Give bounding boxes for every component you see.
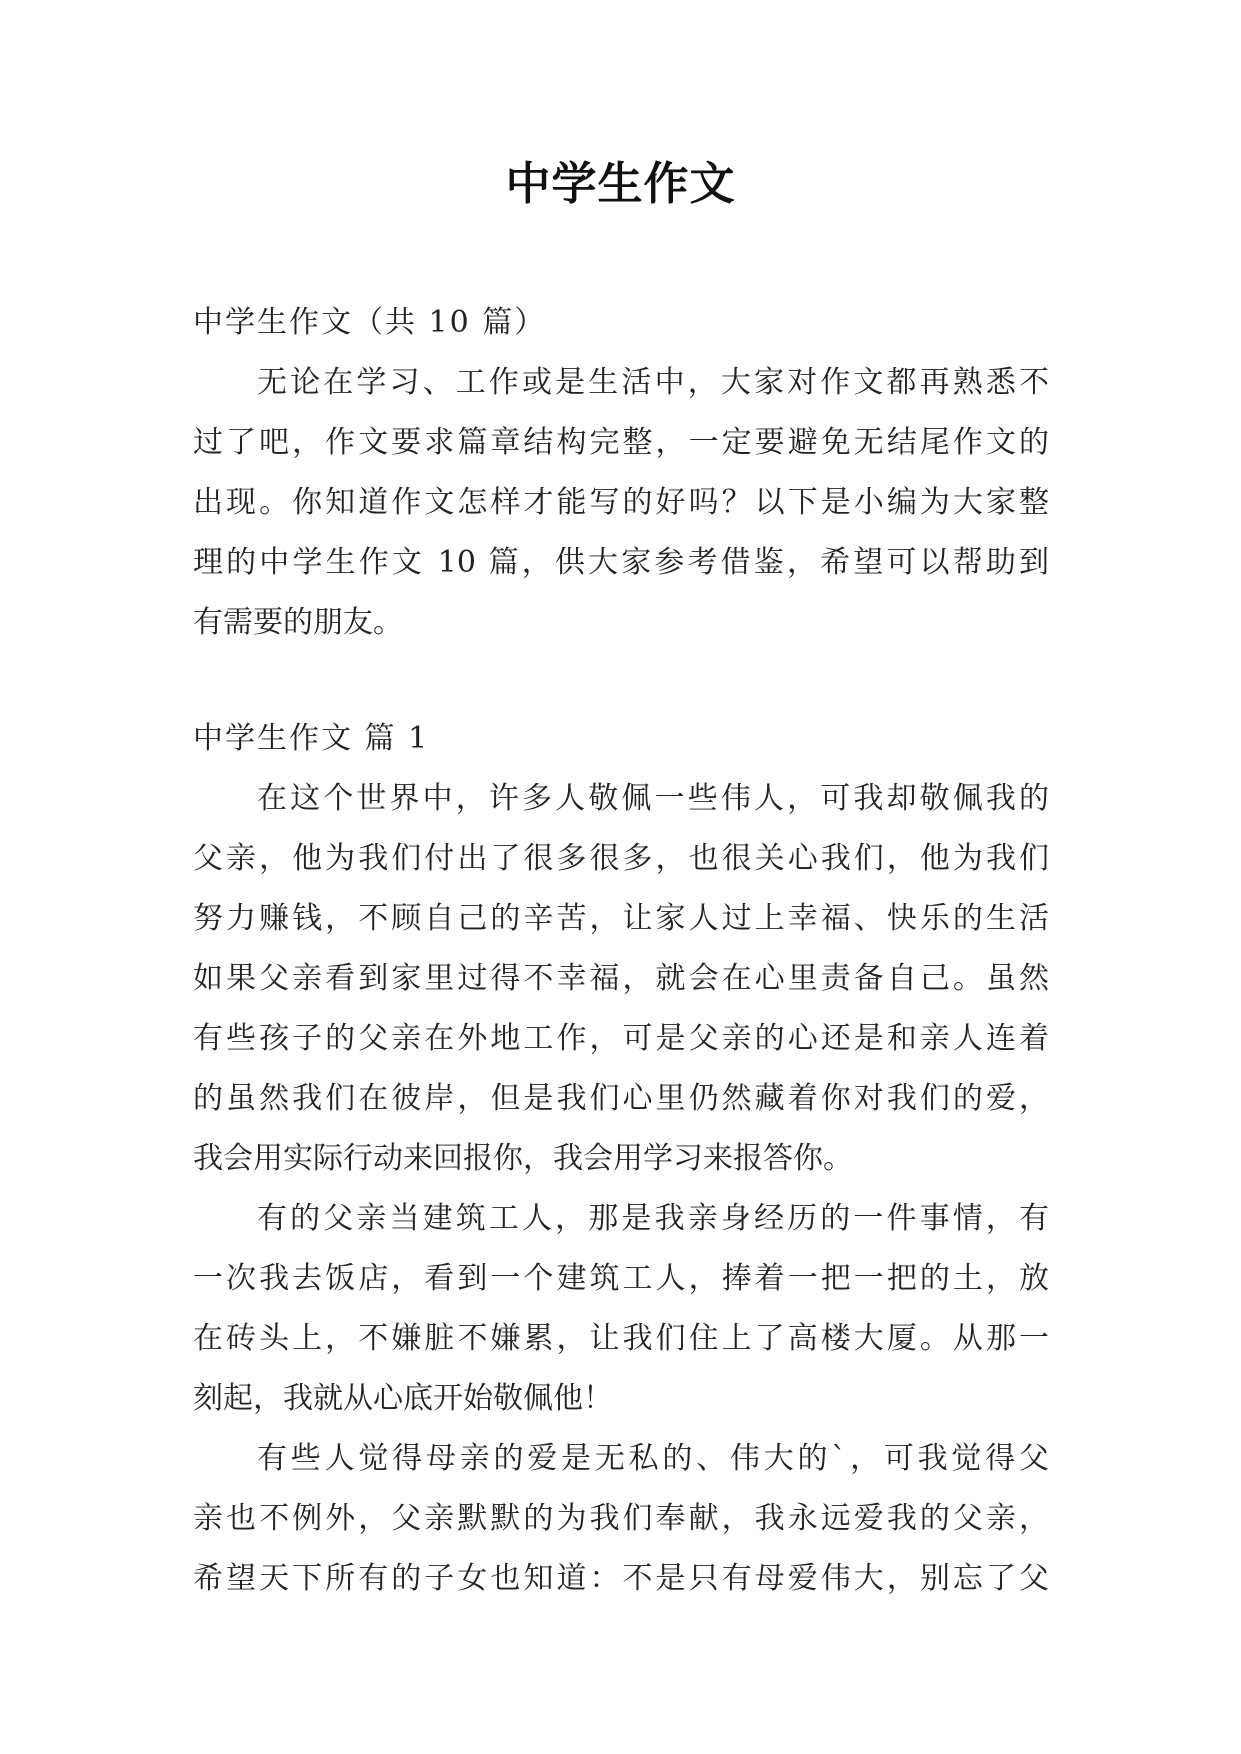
paragraph-line: 父亲，他为我们付出了很多很多，也很关心我们，他为我们 xyxy=(193,841,1049,876)
document-body xyxy=(193,293,1049,1609)
paragraph-line: 在这个世界中，许多人敬佩一些伟人，可我却敬佩我的 xyxy=(257,781,1049,816)
section-heading: 中学生作文 篇 1 xyxy=(193,721,430,756)
paragraph-line: 出现。你知道作文怎样才能写的好吗？以下是小编为大家整 xyxy=(193,485,1049,520)
paragraph-line: 亲也不例外，父亲默默的为我们奉献，我永远爱我的父亲， xyxy=(193,1501,1049,1536)
paragraph-line: 理的中学生作文 10 篇，供大家参考借鉴，希望可以帮助到 xyxy=(193,545,1049,580)
paragraph-line: 无论在学习、工作或是生活中，大家对作文都再熟悉不 xyxy=(257,365,1049,400)
paragraph-line: 过了吧，作文要求篇章结构完整，一定要避免无结尾作文的 xyxy=(193,425,1049,460)
paragraph-line: 有些孩子的父亲在外地工作，可是父亲的心还是和亲人连着 xyxy=(193,1021,1049,1056)
essay-paragraph-2 xyxy=(193,1189,1049,1429)
paragraph-line: 有需要的朋友。 xyxy=(193,605,403,640)
paragraph-line: 的虽然我们在彼岸，但是我们心里仍然藏着你对我们的爱， xyxy=(193,1081,1049,1116)
paragraph-line: 我会用实际行动来回报你，我会用学习来报答你。 xyxy=(193,1141,853,1176)
paragraph-line: 有些人觉得母亲的爱是无私的、伟大的`，可我觉得父 xyxy=(257,1441,1049,1476)
paragraph-line: 如果父亲看到家里过得不幸福，就会在心里责备自己。虽然 xyxy=(193,961,1049,996)
paragraph-line: 在砖头上，不嫌脏不嫌累，让我们住上了高楼大厦。从那一 xyxy=(193,1321,1049,1356)
essay-paragraph-1 xyxy=(193,769,1049,1189)
paragraph-line: 努力赚钱，不顾自己的辛苦，让家人过上幸福、快乐的生活 xyxy=(193,901,1049,936)
intro-paragraph xyxy=(193,353,1049,653)
section-spacer xyxy=(193,653,1049,709)
document-title: 中学生作文 xyxy=(505,157,736,210)
document-subtitle: 中学生作文（共 10 篇） xyxy=(193,305,547,340)
paragraph-line: 刻起，我就从心底开始敬佩他！ xyxy=(193,1381,613,1416)
paragraph-line: 希望天下所有的子女也知道：不是只有母爱伟大，别忘了父 xyxy=(193,1561,1049,1596)
paragraph-line: 一次我去饭店，看到一个建筑工人，捧着一把一把的土，放 xyxy=(193,1261,1049,1296)
essay-paragraph-3 xyxy=(193,1429,1049,1609)
paragraph-line: 有的父亲当建筑工人，那是我亲身经历的一件事情，有 xyxy=(257,1201,1049,1236)
